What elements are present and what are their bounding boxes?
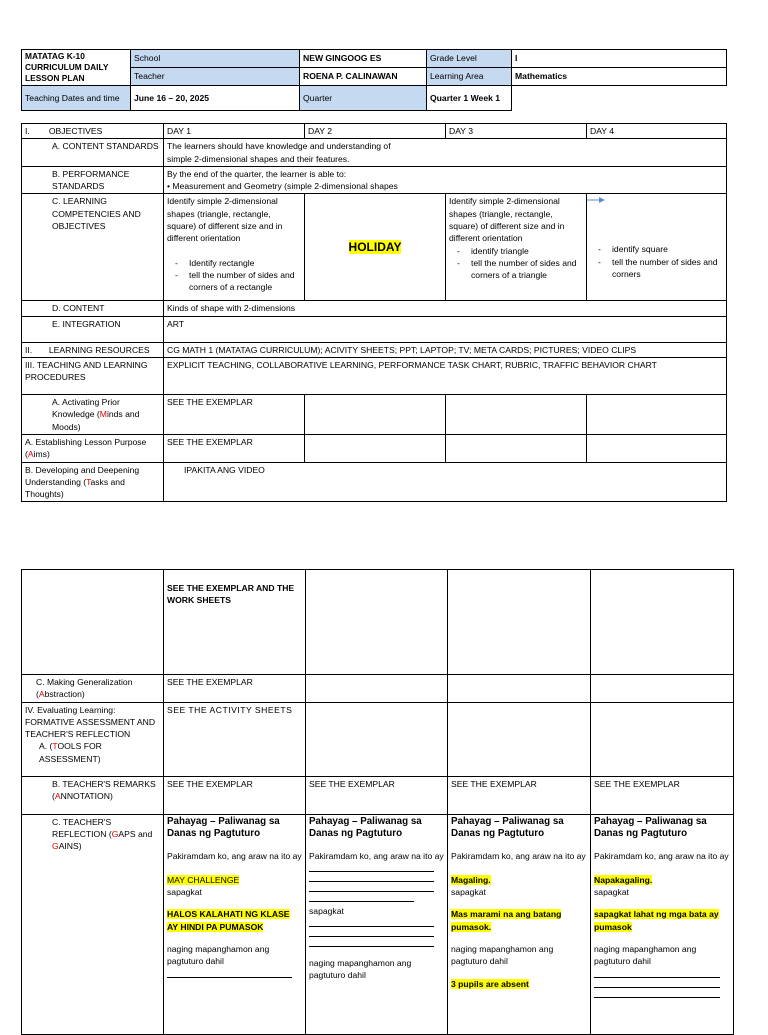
day2-header: DAY 2 [305,124,446,139]
day1-header: DAY 1 [164,124,305,139]
evaluating-label: IV. Evaluating Learning: FORMATIVE ASSESSMENT AND TEACHER'S REFLECTION A. (TOOLS FOR ASSESSMENT) [22,702,164,776]
activating-day2 [305,395,446,435]
header-table [21,49,727,111]
performance-standards-label: B. PERFORMANCE STANDARDS [22,166,164,194]
reflection-label: C. TEACHER'S REFLECTION (GAPS and GAINS) [22,814,164,1034]
remarks-label: B. TEACHER'S REMARKS (ANNOTATION) [22,776,164,814]
generalization-day2 [306,675,448,703]
generalization-label: C. Making Generalization (Abstraction) [22,675,164,703]
evaluating-day3 [448,702,591,776]
developing-value: IPAKITA ANG VIDEO [164,462,727,502]
activating-day4 [587,395,727,435]
dates-value: June 16 – 20, 2025 [131,86,300,111]
reflection-day3: Pahayag – Paliwanag sa Danas ng Pagtuturo Pakiramdam ko, ang araw na ito ay Magaling. sapagkat Mas marami na ang batang pumasok. naging mapanghamon ang pagtuturo dahil 3 pupils are absent [448,814,591,1034]
purpose-day3 [446,434,587,462]
exemplar-day2 [306,570,448,675]
purpose-label: A. Establishing Lesson Purpose (Aims) [22,434,164,462]
objectives-label: I. OBJECTIVES [22,124,164,139]
day2-holiday: HOLIDAY [305,194,446,301]
generalization-day4 [591,675,734,703]
exemplar-label-cell [22,570,164,675]
integration-label: E. INTEGRATION [22,316,164,342]
purpose-day2 [305,434,446,462]
resources-value: CG MATH 1 (MATATAG CURRICULUM); ACIVITY SHEETS; PPT; LAPTOP; TV; META CARDS; PICTURES; VIDEO CLIPS [164,342,727,357]
generalization-day1: SEE THE EXEMPLAR [164,675,306,703]
quarter-label: Quarter [300,86,427,111]
content-standards-value: The learners should have knowledge and understanding of simple 2-dimensional shapes and their features. [164,139,727,167]
area-label: Learning Area [427,68,512,86]
evaluating-day2 [306,702,448,776]
teacher-value: ROENA P. CALINAWAN [300,68,427,86]
area-value: Mathematics [512,68,727,86]
exemplar-day4 [591,570,734,675]
exemplar-worksheets: SEE THE EXEMPLAR AND THE WORK SHEETS [164,570,306,675]
remarks-day2: SEE THE EXEMPLAR [306,776,448,814]
evaluating-day4 [591,702,734,776]
arrow-icon [587,196,608,204]
exemplar-day3 [448,570,591,675]
competencies-label: C. LEARNING COMPETENCIES AND OBJECTIVES [22,194,164,301]
remarks-day1: SEE THE EXEMPLAR [164,776,306,814]
procedures-label: III. TEACHING AND LEARNING PROCEDURES [22,358,164,395]
plan-title: MATATAG K-10 CURRICULUM DAILY LESSON PLAN [22,50,131,86]
day3-header: DAY 3 [446,124,587,139]
content-standards-label: A. CONTENT STANDARDS [22,139,164,167]
activity-sheets: SEE THE ACTIVITY SHEETS [164,702,306,776]
procedures-value: EXPLICIT TEACHING, COLLABORATIVE LEARNING, PERFORMANCE TASK CHART, RUBRIC, TRAFFIC BEHAVIOR CHART [164,358,727,395]
reflection-day2: Pahayag – Paliwanag sa Danas ng Pagtuturo Pakiramdam ko, ang araw na ito ay sapagkat naging mapanghamon ang pagtuturo dahil [306,814,448,1034]
integration-value: ART [164,316,727,342]
resources-label: II. LEARNING RESOURCES [22,342,164,357]
performance-standards-value: By the end of the quarter, the learner is able to: • Measurement and Geometry (simple 2-dimensional shapes [164,166,727,194]
activating-label: A. Activating Prior Knowledge (Minds and Moods) [22,395,164,435]
developing-label: B. Developing and Deepening Understanding (Tasks and Thoughts) [22,462,164,502]
content-value: Kinds of shape with 2-dimensions [164,301,727,316]
reflection-day4: Pahayag – Paliwanag sa Danas ng Pagtuturo Pakiramdam ko, ang araw na ito ay Napakagaling. sapagkat sapagkat lahat ng mga bata ay pumasok naging mapanghamon ang pagtuturo dahil [591,814,734,1034]
day3-competencies: Identify simple 2-dimensional shapes (triangle, rectangle, square) of different size and in different orientation - identify triangle - tell the number of sides and corners of a triangle [446,194,587,301]
school-value: NEW GINGOOG ES [300,50,427,68]
school-label: School [131,50,300,68]
grade-value: I [512,50,727,68]
plan-table [21,123,727,502]
content-label: D. CONTENT [22,301,164,316]
teacher-label: Teacher [131,68,300,86]
day4-competencies: - identify square - tell the number of sides and corners [587,194,727,301]
quarter-value: Quarter 1 Week 1 [427,86,512,111]
remarks-day3: SEE THE EXEMPLAR [448,776,591,814]
day4-header: DAY 4 [587,124,727,139]
reflection-table [21,569,734,1035]
remarks-day4: SEE THE EXEMPLAR [591,776,734,814]
reflection-day1: Pahayag – Paliwanag sa Danas ng Pagtuturo Pakiramdam ko, ang araw na ito ay MAY CHALLENGE sapagkat HALOS KALAHATI NG KLASE AY HINDI PA PUMASOK naging mapanghamon ang pagtuturo dahil [164,814,306,1034]
activating-day1: SEE THE EXEMPLAR [164,395,305,435]
purpose-day1: SEE THE EXEMPLAR [164,434,305,462]
grade-label: Grade Level [427,50,512,68]
activating-day3 [446,395,587,435]
generalization-day3 [448,675,591,703]
purpose-day4 [587,434,727,462]
dates-label: Teaching Dates and time [22,86,131,111]
day1-competencies: Identify simple 2-dimensional shapes (triangle, rectangle, square) of different size and in different orientation - Identify rectangle - tell the number of sides and corners of a rectangle [164,194,305,301]
